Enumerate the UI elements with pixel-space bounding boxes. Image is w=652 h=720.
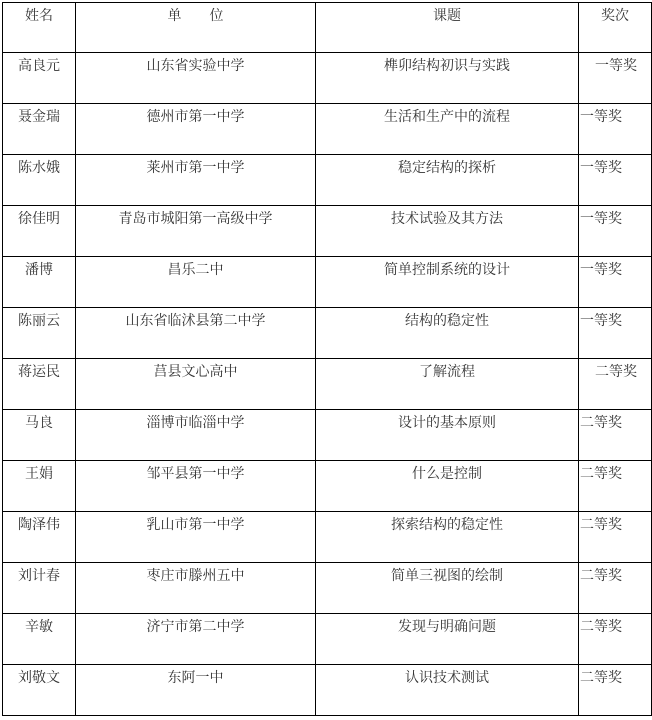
cell-award-text: 二等奖 — [580, 517, 622, 533]
cell-unit-text: 德州市第一中学 — [146, 109, 245, 125]
cell-topic — [316, 308, 579, 359]
cell-topic-text: 发现与明确问题 — [398, 619, 496, 635]
cell-unit-text: 乳山市第一中学 — [146, 517, 245, 533]
cell-topic-text: 生活和生产中的流程 — [384, 109, 510, 125]
cell-name-text: 潘博 — [25, 262, 53, 278]
cell-topic — [316, 563, 579, 614]
header-award-label: 奖次 — [601, 8, 629, 24]
table-row — [3, 512, 652, 563]
cell-topic — [316, 257, 579, 308]
cell-topic — [316, 155, 579, 206]
cell-award-text: 二等奖 — [580, 670, 622, 686]
cell-award-text: 二等奖 — [580, 415, 622, 431]
cell-unit-text: 山东省实验中学 — [146, 58, 245, 74]
cell-topic-text: 结构的稳定性 — [405, 313, 489, 329]
cell-award-text: 一等奖 — [580, 313, 622, 329]
cell-topic — [316, 614, 579, 665]
cell-topic — [316, 104, 579, 155]
cell-unit-text: 莒县文心高中 — [153, 364, 238, 380]
table-row — [3, 155, 652, 206]
cell-award — [579, 206, 652, 257]
cell-topic-text: 榫卯结构初识与实践 — [384, 58, 510, 74]
cell-topic — [316, 410, 579, 461]
header-topic-label: 课题 — [433, 8, 461, 24]
cell-name — [3, 206, 76, 257]
cell-unit — [76, 410, 316, 461]
cell-name-text: 陈丽云 — [18, 313, 60, 329]
cell-unit-text: 淄博市临淄中学 — [146, 415, 245, 431]
cell-topic-text: 认识技术测试 — [405, 670, 489, 686]
cell-name — [3, 155, 76, 206]
table-row — [3, 461, 652, 512]
cell-topic-text: 简单控制系统的设计 — [384, 262, 510, 278]
header-name — [3, 3, 76, 53]
cell-unit — [76, 53, 316, 104]
cell-award — [579, 410, 652, 461]
cell-award — [579, 257, 652, 308]
cell-topic — [316, 359, 579, 410]
cell-topic-text: 了解流程 — [419, 364, 475, 380]
cell-topic — [316, 461, 579, 512]
cell-award-text: 二等奖 — [595, 364, 637, 380]
cell-name-text: 王娟 — [25, 466, 53, 482]
cell-award — [579, 359, 652, 410]
table-row — [3, 257, 652, 308]
cell-topic-text: 什么是控制 — [412, 466, 482, 482]
table-row — [3, 359, 652, 410]
cell-name — [3, 563, 76, 614]
cell-topic — [316, 53, 579, 104]
table-row — [3, 308, 652, 359]
cell-unit — [76, 308, 316, 359]
cell-topic-text: 技术试验及其方法 — [391, 211, 503, 227]
cell-topic-text: 稳定结构的探析 — [398, 160, 496, 176]
cell-award — [579, 155, 652, 206]
header-name-label: 姓名 — [25, 8, 53, 24]
cell-award — [579, 563, 652, 614]
table-row — [3, 665, 652, 716]
cell-topic — [316, 512, 579, 563]
cell-award-text: 一等奖 — [595, 58, 637, 74]
cell-topic-text: 探索结构的稳定性 — [391, 517, 503, 533]
cell-award-text: 二等奖 — [580, 466, 622, 482]
cell-name — [3, 665, 76, 716]
table-body — [3, 53, 652, 716]
cell-award — [579, 53, 652, 104]
table-row — [3, 410, 652, 461]
header-row — [3, 3, 652, 53]
cell-award-text: 二等奖 — [580, 619, 622, 635]
cell-name — [3, 512, 76, 563]
cell-name-text: 刘计春 — [18, 568, 60, 584]
cell-award-text: 一等奖 — [580, 109, 622, 125]
cell-unit-text: 山东省临沭县第二中学 — [125, 313, 266, 329]
cell-name — [3, 461, 76, 512]
cell-unit — [76, 104, 316, 155]
cell-name-text: 陈水娥 — [18, 160, 60, 176]
cell-award — [579, 104, 652, 155]
cell-topic — [316, 665, 579, 716]
award-table — [2, 2, 652, 716]
cell-name-text: 高良元 — [18, 58, 60, 74]
cell-award — [579, 512, 652, 563]
cell-award-text: 一等奖 — [580, 262, 622, 278]
cell-unit — [76, 359, 316, 410]
header-award — [579, 3, 652, 53]
table-row — [3, 53, 652, 104]
cell-unit-text: 昌乐二中 — [167, 262, 224, 278]
cell-name — [3, 104, 76, 155]
cell-unit-text: 济宁市第二中学 — [146, 619, 245, 635]
table-row — [3, 614, 652, 665]
cell-award — [579, 614, 652, 665]
cell-name — [3, 308, 76, 359]
table-row — [3, 104, 652, 155]
header-topic — [316, 3, 579, 53]
cell-unit — [76, 563, 316, 614]
header-unit-label: 单位 — [167, 8, 252, 24]
cell-unit — [76, 206, 316, 257]
table-row — [3, 563, 652, 614]
cell-unit-text: 莱州市第一中学 — [146, 160, 245, 176]
cell-unit — [76, 461, 316, 512]
cell-unit-text: 青岛市城阳第一高级中学 — [118, 211, 273, 227]
cell-unit-text: 邹平县第一中学 — [146, 466, 245, 482]
cell-award-text: 一等奖 — [580, 160, 622, 176]
cell-topic — [316, 206, 579, 257]
cell-name — [3, 359, 76, 410]
cell-name-text: 聂金瑞 — [18, 109, 60, 125]
cell-award-text: 二等奖 — [580, 568, 622, 584]
cell-name-text: 蒋运民 — [18, 364, 60, 380]
cell-topic-text: 简单三视图的绘制 — [391, 568, 503, 584]
cell-unit — [76, 257, 316, 308]
cell-award — [579, 665, 652, 716]
cell-award — [579, 461, 652, 512]
cell-name — [3, 410, 76, 461]
cell-name — [3, 614, 76, 665]
cell-topic-text: 设计的基本原则 — [398, 415, 496, 431]
cell-unit-text: 东阿一中 — [167, 670, 224, 686]
cell-name-text: 马良 — [25, 415, 53, 431]
cell-award-text: 一等奖 — [580, 211, 622, 227]
cell-name-text: 陶泽伟 — [18, 517, 60, 533]
cell-name-text: 辛敏 — [25, 619, 53, 635]
cell-unit-text: 枣庄市滕州五中 — [146, 568, 245, 584]
cell-unit — [76, 155, 316, 206]
cell-name — [3, 53, 76, 104]
cell-unit — [76, 614, 316, 665]
cell-name — [3, 257, 76, 308]
cell-award — [579, 308, 652, 359]
cell-unit — [76, 512, 316, 563]
table-row — [3, 206, 652, 257]
cell-name-text: 徐佳明 — [18, 211, 60, 227]
cell-unit — [76, 665, 316, 716]
header-unit — [76, 3, 316, 53]
cell-name-text: 刘敬文 — [18, 670, 60, 686]
